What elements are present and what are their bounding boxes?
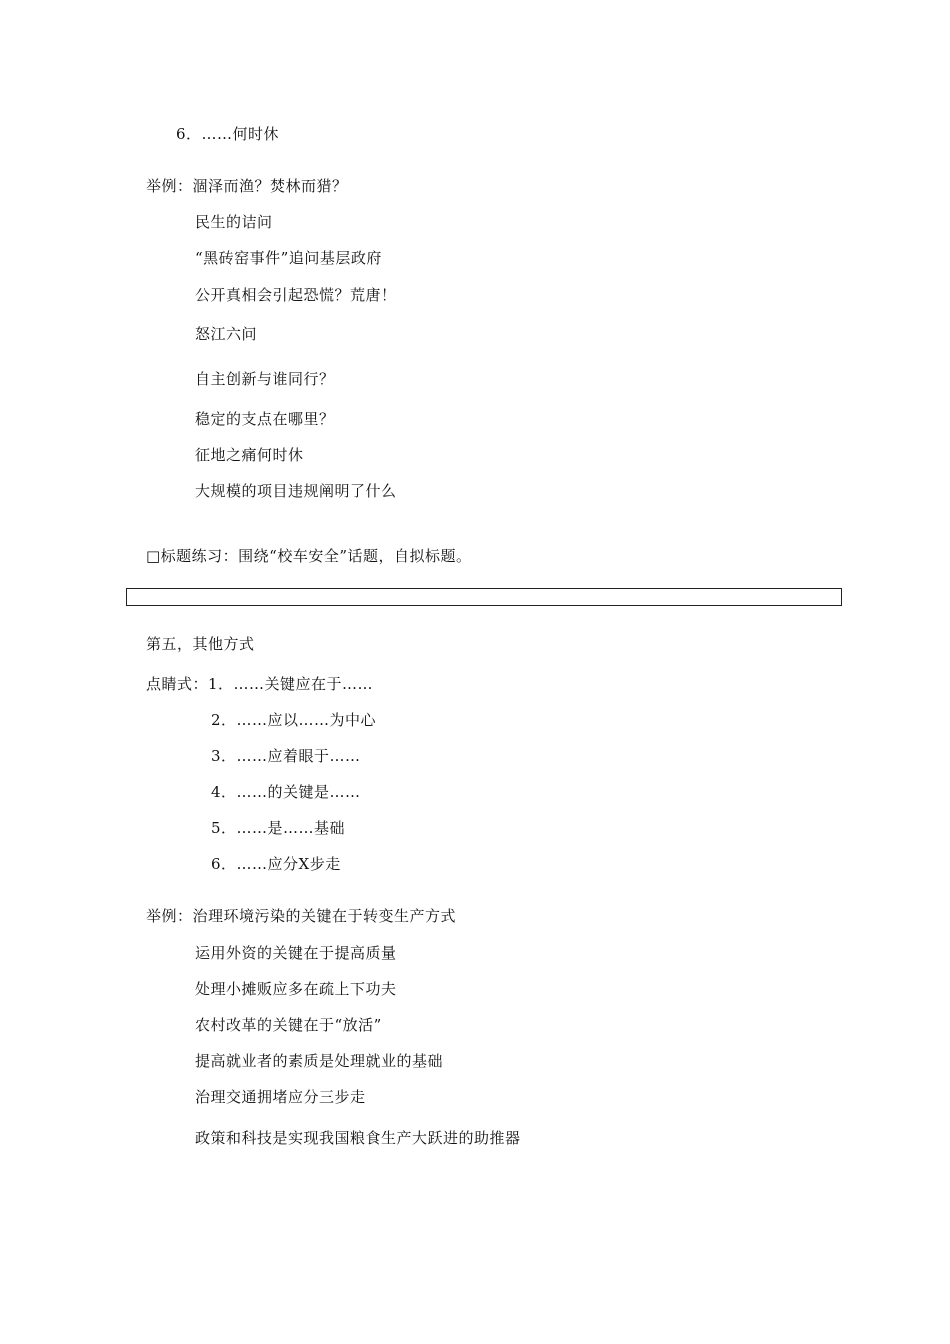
example-title: 大规模的项目违规阐明了什么	[195, 482, 397, 500]
example-title: 征地之痛何时休	[195, 446, 304, 464]
pattern-row-first	[146, 674, 373, 694]
pattern-item-3: 3．……应着眼于……	[211, 747, 361, 765]
example-title: “黑砖窑事件”追问基层政府	[195, 249, 382, 267]
example-row-first	[146, 176, 348, 196]
example-title: 政策和科技是实现我国粮食生产大跃进的助推器	[195, 1129, 521, 1147]
example-title: 运用外资的关键在于提高质量	[195, 944, 397, 962]
pattern-label: 点睛式：	[146, 675, 209, 693]
pattern-item-5: 5．……是……基础	[211, 819, 346, 837]
pattern-item-1: 1．……关键应在于……	[208, 675, 374, 693]
pattern-item-6: 6．……何时休	[176, 125, 280, 143]
example-label: 举例：	[146, 177, 193, 195]
answer-box[interactable]	[126, 588, 842, 606]
example-title: 农村改革的关键在于“放活”	[195, 1016, 382, 1034]
example-label: 举例：	[146, 907, 193, 925]
pattern-item-6: 6．……应分X步走	[211, 855, 341, 873]
pattern-item-4: 4．……的关键是……	[211, 783, 361, 801]
example-title: 治理环境污染的关键在于转变生产方式	[192, 907, 457, 925]
section-heading: 第五，其他方式	[146, 635, 255, 653]
pattern-item-2: 2．……应以……为中心	[211, 711, 377, 729]
example-title: 公开真相会引起恐慌？荒唐！	[195, 286, 397, 304]
example-title: 涸泽而渔？焚林而猎？	[192, 177, 348, 195]
example-title: 自主创新与谁同行？	[195, 370, 335, 388]
example-title: 处理小摊贩应多在疏上下功夫	[195, 980, 397, 998]
example-title: 治理交通拥堵应分三步走	[195, 1088, 366, 1106]
example-title: 提高就业者的素质是处理就业的基础	[195, 1052, 444, 1070]
example-row-first	[146, 906, 456, 926]
example-title: 怒江六问	[195, 325, 258, 343]
example-title: 民生的诘问	[195, 213, 273, 231]
example-title: 稳定的支点在哪里？	[195, 410, 335, 428]
exercise-prompt: □标题练习：围绕“校车安全”话题，自拟标题。	[146, 547, 472, 565]
